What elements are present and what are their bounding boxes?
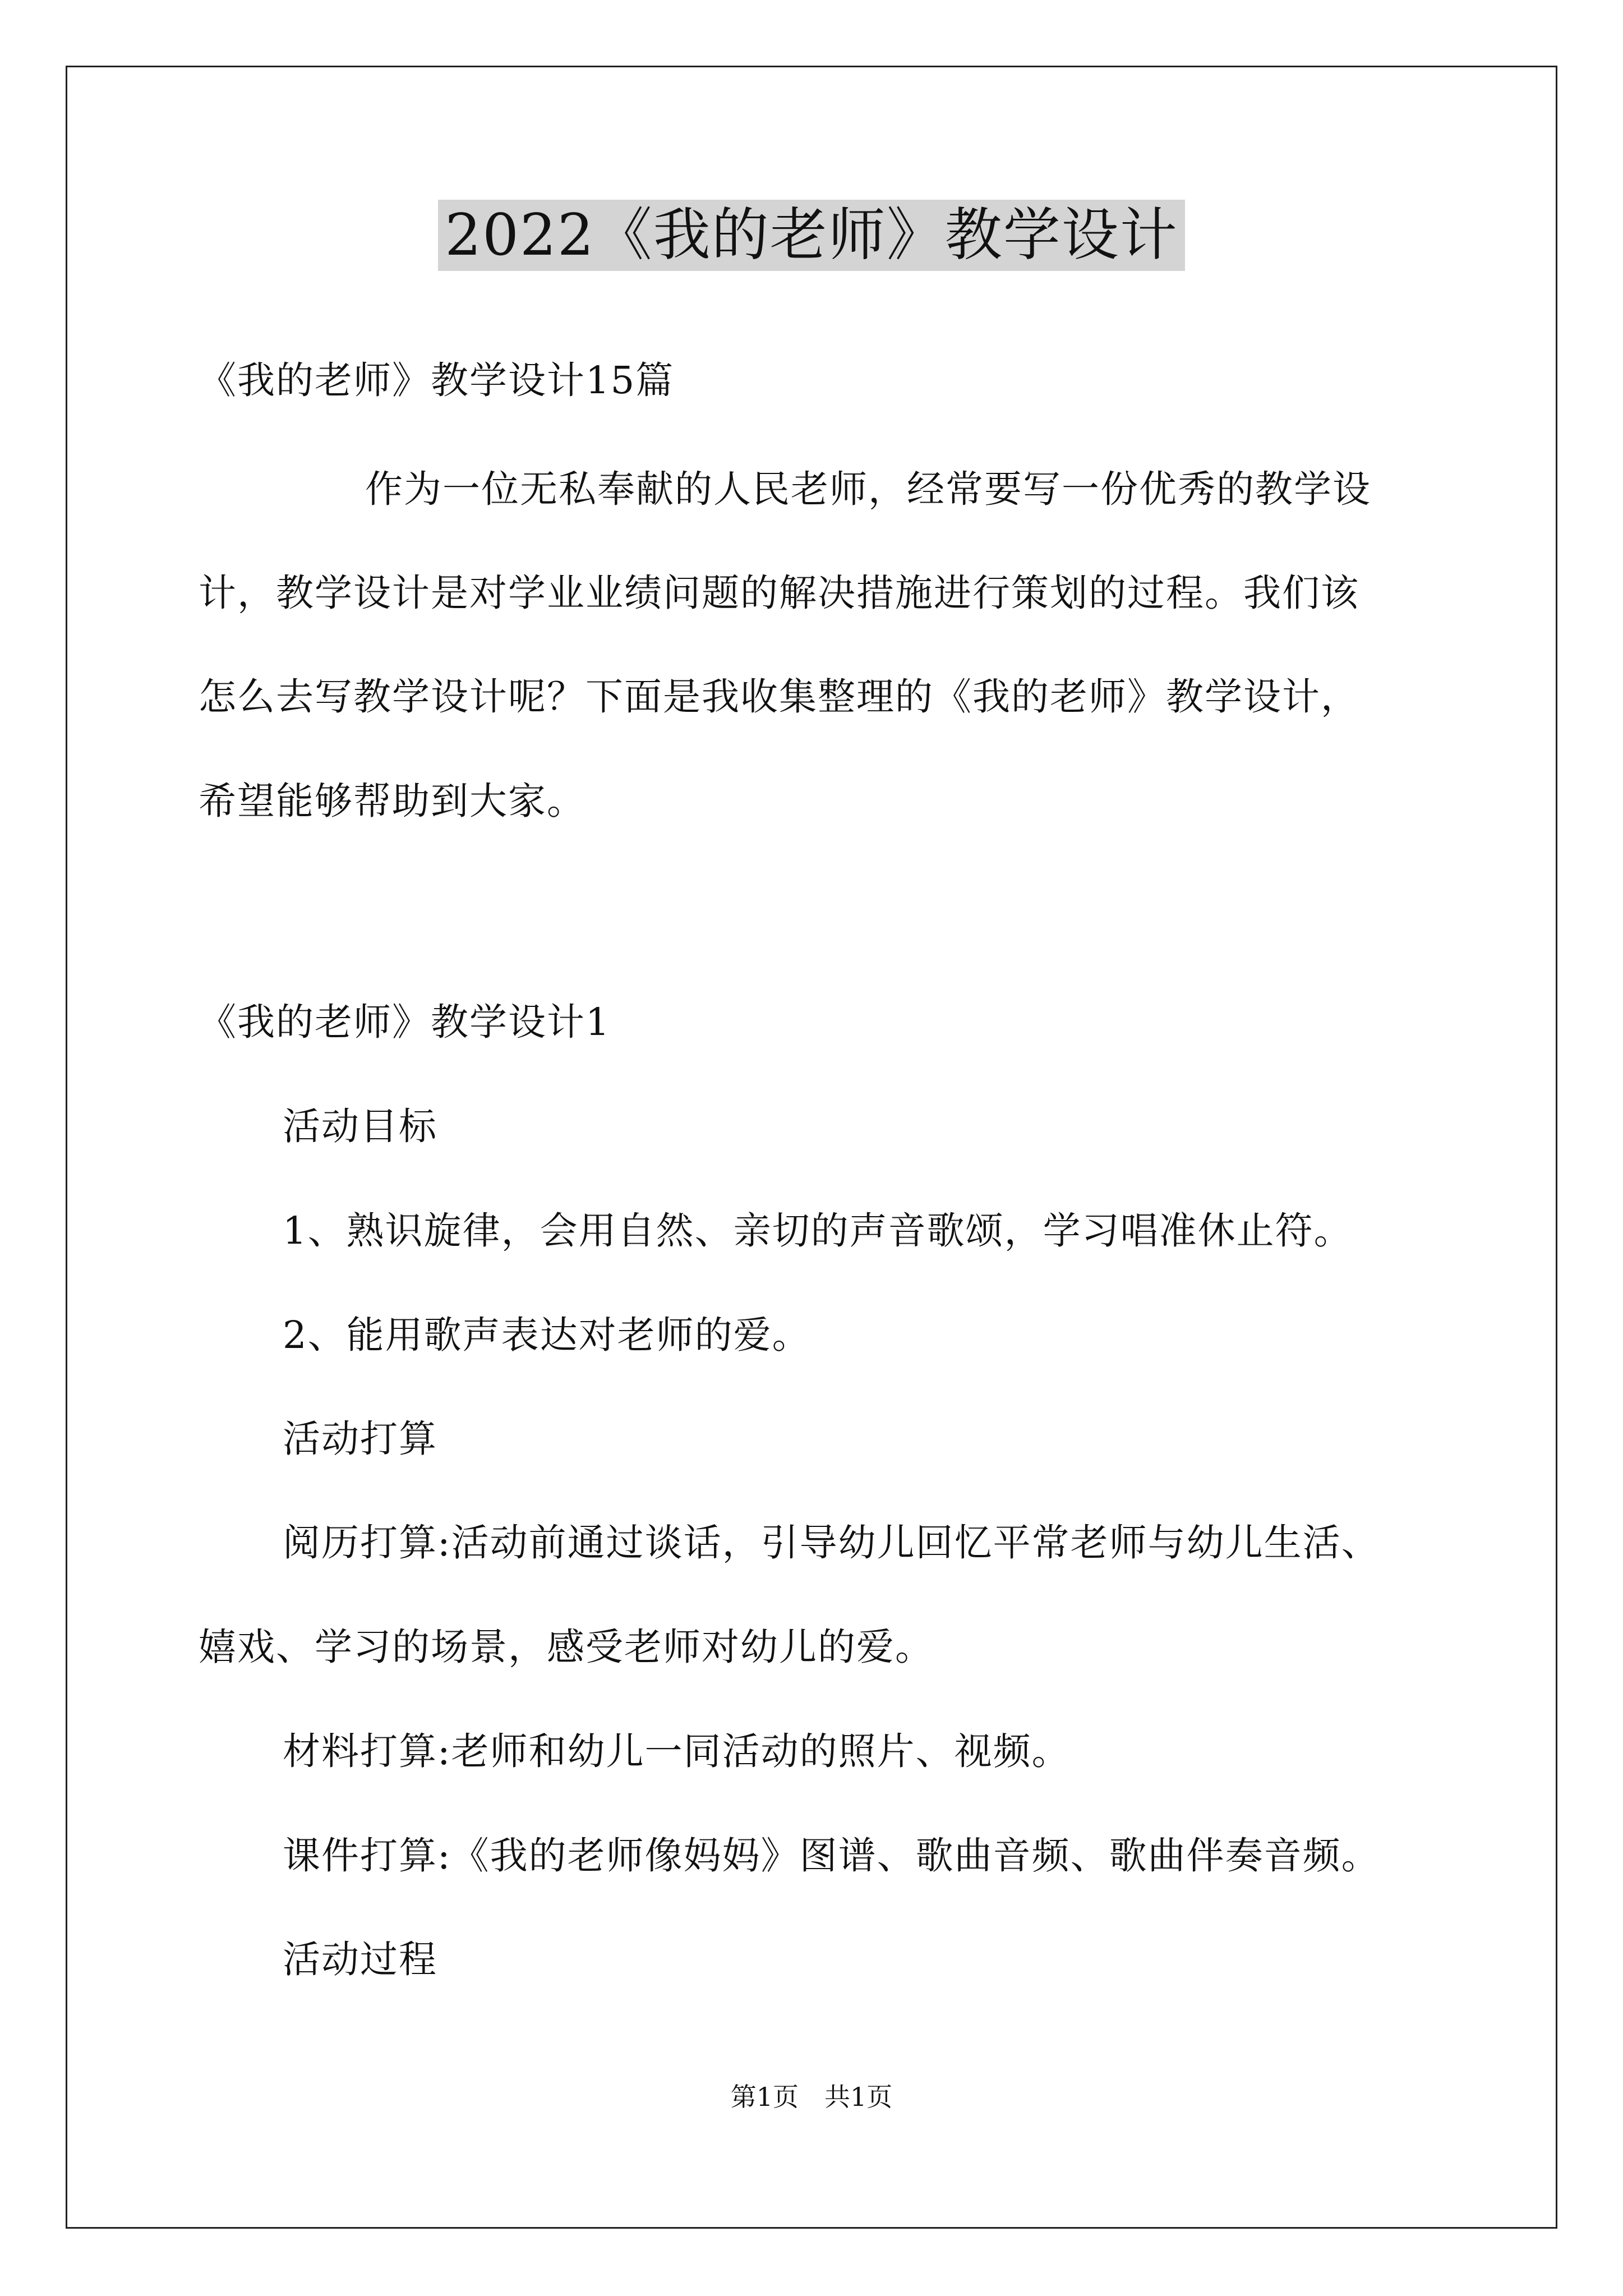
body-line-6: 嬉戏、学习的场景，感受老师对幼儿的爱。 xyxy=(199,1625,934,1669)
intro-line-2: 计，教学设计是对学业业绩问题的解决措施进行策划的过程。我们该 xyxy=(199,571,1359,615)
intro-line-4: 希望能够帮助到大家。 xyxy=(199,779,585,823)
section-heading: 《我的老师》教学设计1 xyxy=(199,1000,611,1044)
body-line-9: 活动过程 xyxy=(283,1938,437,1981)
body-line-8: 课件打算:《我的老师像妈妈》图谱、歌曲音频、歌曲伴奏音频。 xyxy=(283,1834,1380,1878)
intro-line-1: 作为一位无私奉献的人民老师，经常要写一份优秀的教学设 xyxy=(365,467,1371,511)
page-footer: 第1页 共1页 xyxy=(730,2082,893,2112)
intro-line-3: 怎么去写教学设计呢？下面是我收集整理的《我的老师》教学设计， xyxy=(199,675,1359,719)
body-line-7: 材料打算:老师和幼儿一同活动的照片、视频。 xyxy=(283,1729,1071,1773)
document-title xyxy=(0,194,1623,278)
body-line-2: 1、熟识旋律，会用自然、亲切的声音歌颂，学习唱准休止符。 xyxy=(283,1209,1353,1253)
body-line-4: 活动打算 xyxy=(283,1417,437,1461)
body-line-5: 阅历打算:活动前通过谈话，引导幼儿回忆平常老师与幼儿生活、 xyxy=(283,1521,1380,1565)
body-line-3: 2、能用歌声表达对老师的爱。 xyxy=(283,1313,811,1357)
document-title-text: 2022《我的老师》教学设计 xyxy=(438,200,1185,271)
document-subtitle: 《我的老师》教学设计15篇 xyxy=(199,358,675,402)
body-line-1: 活动目标 xyxy=(283,1105,437,1148)
